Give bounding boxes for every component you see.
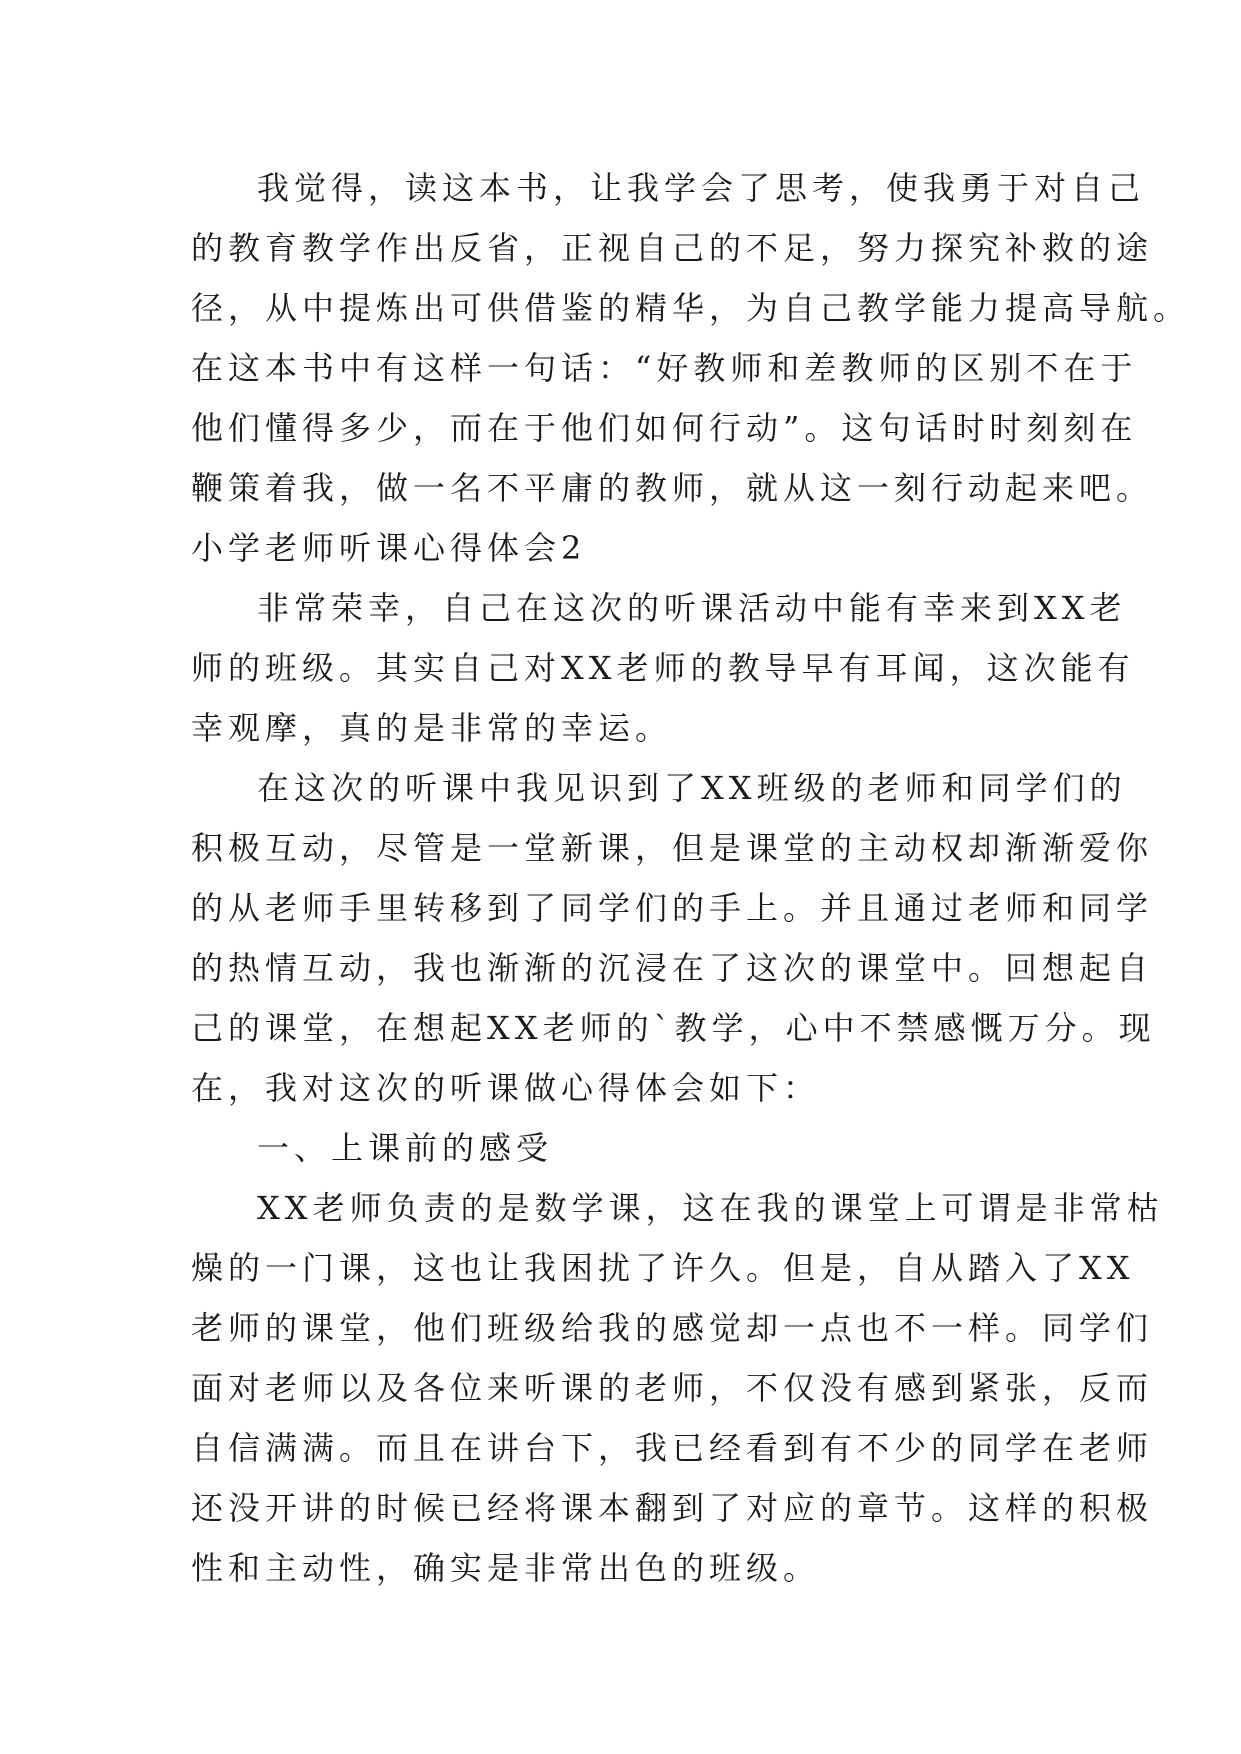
paragraph-line: 面对老师以及各位来听课的老师，不仅没有感到紧张，反而 [191, 1369, 1154, 1407]
paragraph-line: 在，我对这次的听课做心得体会如下： [191, 1069, 821, 1107]
paragraph-line: 在这本书中有这样一句话：“好教师和差教师的区别不在于 [191, 349, 1138, 387]
paragraph-line: 师的班级。其实自己对XX老师的教导早有耳闻，这次能有 [191, 649, 1135, 687]
paragraph-line: 自信满满。而且在讲台下，我已经看到有不少的同学在老师 [191, 1429, 1154, 1467]
paragraph-line: 在这次的听课中我见识到了XX班级的老师和同学们的 [257, 769, 1127, 807]
paragraph-line: 的教育教学作出反省，正视自己的不足，努力探究补救的途 [191, 229, 1154, 267]
paragraph-line: XX老师负责的是数学课，这在我的课堂上可谓是非常枯 [257, 1189, 1164, 1227]
paragraph-line: 燥的一门课，这也让我困扰了许久。但是，自从踏入了XX [191, 1249, 1135, 1287]
paragraph-line: 性和主动性，确实是非常出色的班级。 [191, 1549, 821, 1587]
subsection-heading: 一、上课前的感受 [257, 1129, 554, 1167]
paragraph-line: 的从老师手里转移到了同学们的手上。并且通过老师和同学 [191, 889, 1154, 927]
paragraph-line: 的热情互动，我也渐渐的沉浸在了这次的课堂中。回想起自 [191, 949, 1154, 987]
paragraph-line: 还没开讲的时候已经将课本翻到了对应的章节。这样的积极 [191, 1489, 1154, 1527]
paragraph-line: 径，从中提炼出可供借鉴的精华，为自己教学能力提高导航。 [191, 289, 1191, 327]
paragraph-line: 积极互动，尽管是一堂新课，但是课堂的主动权却渐渐爱你 [191, 829, 1154, 867]
paragraph-line: 我觉得，读这本书，让我学会了思考，使我勇于对自己 [257, 169, 1146, 207]
paragraph-line: 非常荣幸，自己在这次的听课活动中能有幸来到XX老 [257, 589, 1127, 627]
document-body [191, 158, 1191, 1598]
paragraph-line: 己的课堂，在想起XX老师的`教学，心中不禁感慨万分。现 [191, 1009, 1156, 1047]
paragraph-line: 老师的课堂，他们班级给我的感觉却一点也不一样。同学们 [191, 1309, 1154, 1347]
paragraph-line: 幸观摩，真的是非常的幸运。 [191, 709, 673, 747]
paragraph-line: 他们懂得多少，而在于他们如何行动”。这句话时时刻刻在 [191, 409, 1138, 447]
section-heading: 小学老师听课心得体会2 [191, 529, 587, 567]
paragraph-line: 鞭策着我，做一名不平庸的教师，就从这一刻行动起来吧。 [191, 469, 1154, 507]
